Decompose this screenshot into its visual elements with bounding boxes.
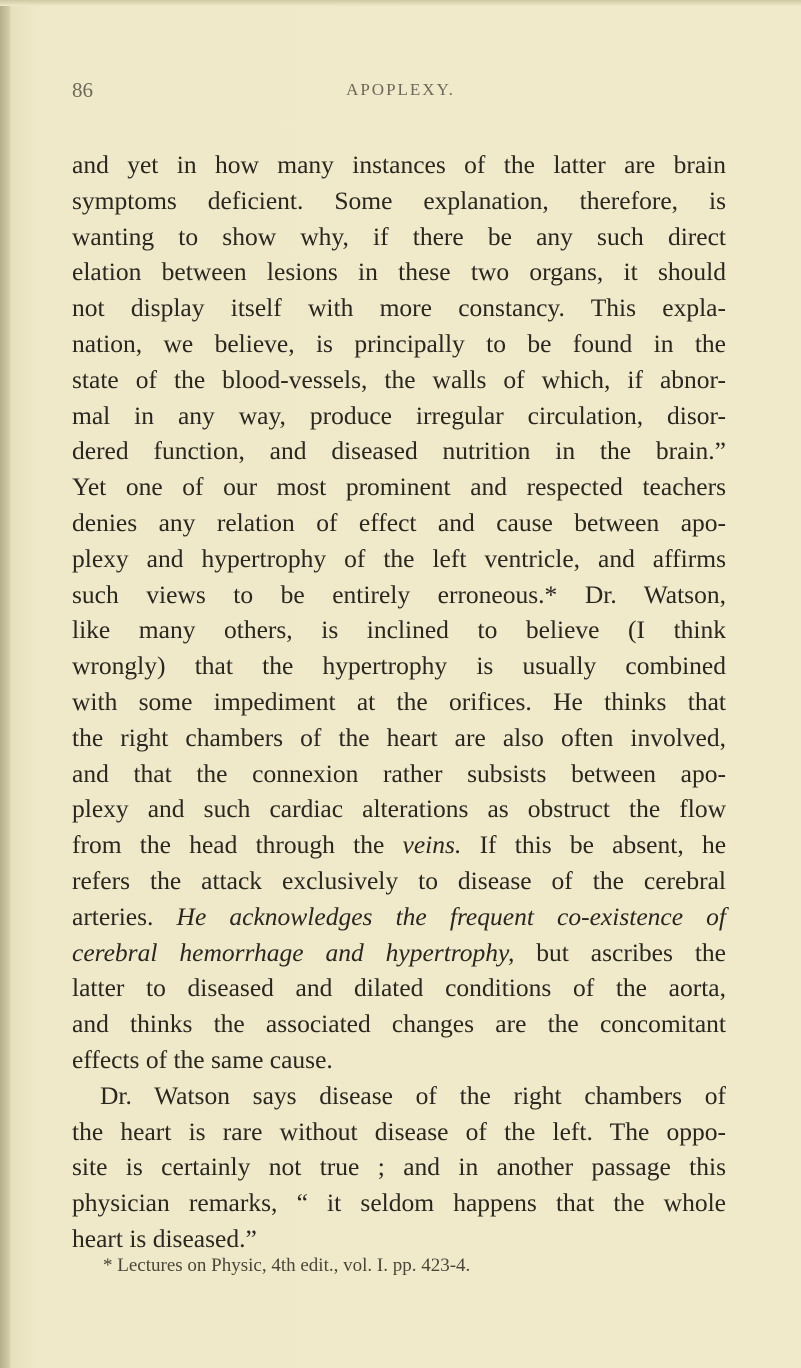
text-line: site is certainly not true ; and in another passage this <box>72 1152 726 1182</box>
text-segment: arteries. <box>72 901 154 931</box>
text-segment: If this be absent, he <box>461 830 727 860</box>
body-text <box>72 147 726 1257</box>
text-line: and thinks the associated changes are the concomitant <box>72 1009 726 1039</box>
text-line: refers the attack exclusively to disease of the cerebral <box>72 865 726 895</box>
text-line: denies any relation of effect and cause between apo- <box>72 507 726 537</box>
text-line: with some impediment at the orifices. He thinks that <box>72 686 726 716</box>
text-line: elation between lesions in these two organs, it should <box>72 257 726 287</box>
text-line: state of the blood-vessels, the walls of which, if abnor- <box>72 364 726 394</box>
text-line: and yet in how many instances of the latter are brain <box>72 150 726 179</box>
italic-phrase: He acknowledges the frequent co-existence of <box>176 901 726 931</box>
text-line: symptoms deficient. Some explanation, therefore, is <box>72 185 726 215</box>
running-title: APOPLEXY. <box>346 80 455 99</box>
text-line <box>72 935 726 971</box>
text-line: mal in any way, produce irregular circulation, disor- <box>72 400 726 430</box>
text-line: nation, we believe, is principally to be found in the <box>72 328 726 358</box>
text-line: Yet one of our most prominent and respected teachers <box>72 472 726 502</box>
text-segment: from the head through the <box>72 830 385 860</box>
text-line: plexy and such cardiac alterations as obstruct the flow <box>72 794 726 824</box>
text-line <box>72 827 726 863</box>
text-line <box>72 899 726 935</box>
page-header <box>0 78 801 108</box>
italic-word: veins. <box>402 830 462 860</box>
text-line: latter to diseased and dilated conditions of the aorta, <box>72 973 726 1003</box>
page-binding-edge <box>0 0 10 1368</box>
text-line: like many others, is inclined to believe (I think <box>72 615 726 645</box>
text-line: plexy and hypertrophy of the left ventricle, and affirms <box>72 543 726 573</box>
text-line: not display itself with more constancy. This expla- <box>72 293 726 323</box>
text-line: physician remarks, “ it seldom happens that the whole <box>72 1188 726 1218</box>
footnote: * Lectures on Physic, 4th edit., vol. I. pp. 423-4. <box>103 1255 471 1276</box>
text-line: such views to be entirely erroneous.* Dr. Watson, <box>72 579 726 609</box>
page-number: 86 <box>72 78 93 102</box>
text-line: effects of the same cause. <box>72 1044 333 1074</box>
text-line: and that the connexion rather subsists between apo- <box>72 758 726 788</box>
text-line: the right chambers of the heart are also often involved, <box>72 722 726 752</box>
italic-phrase: cerebral hemorrhage and hypertrophy, <box>72 937 515 967</box>
text-line: wanting to show why, if there be any such direct <box>72 221 726 251</box>
text-line: wrongly) that the hypertrophy is usually combined <box>72 651 726 681</box>
text-line: heart is diseased.” <box>72 1223 257 1253</box>
text-segment: but ascribes the <box>514 937 726 967</box>
text-line: dered function, and diseased nutrition in the brain.” <box>72 436 726 466</box>
text-line: Dr. Watson says disease of the right chambers of <box>100 1080 726 1110</box>
page-top-edge <box>0 0 801 6</box>
text-line: the heart is rare without disease of the left. The oppo- <box>72 1116 726 1146</box>
